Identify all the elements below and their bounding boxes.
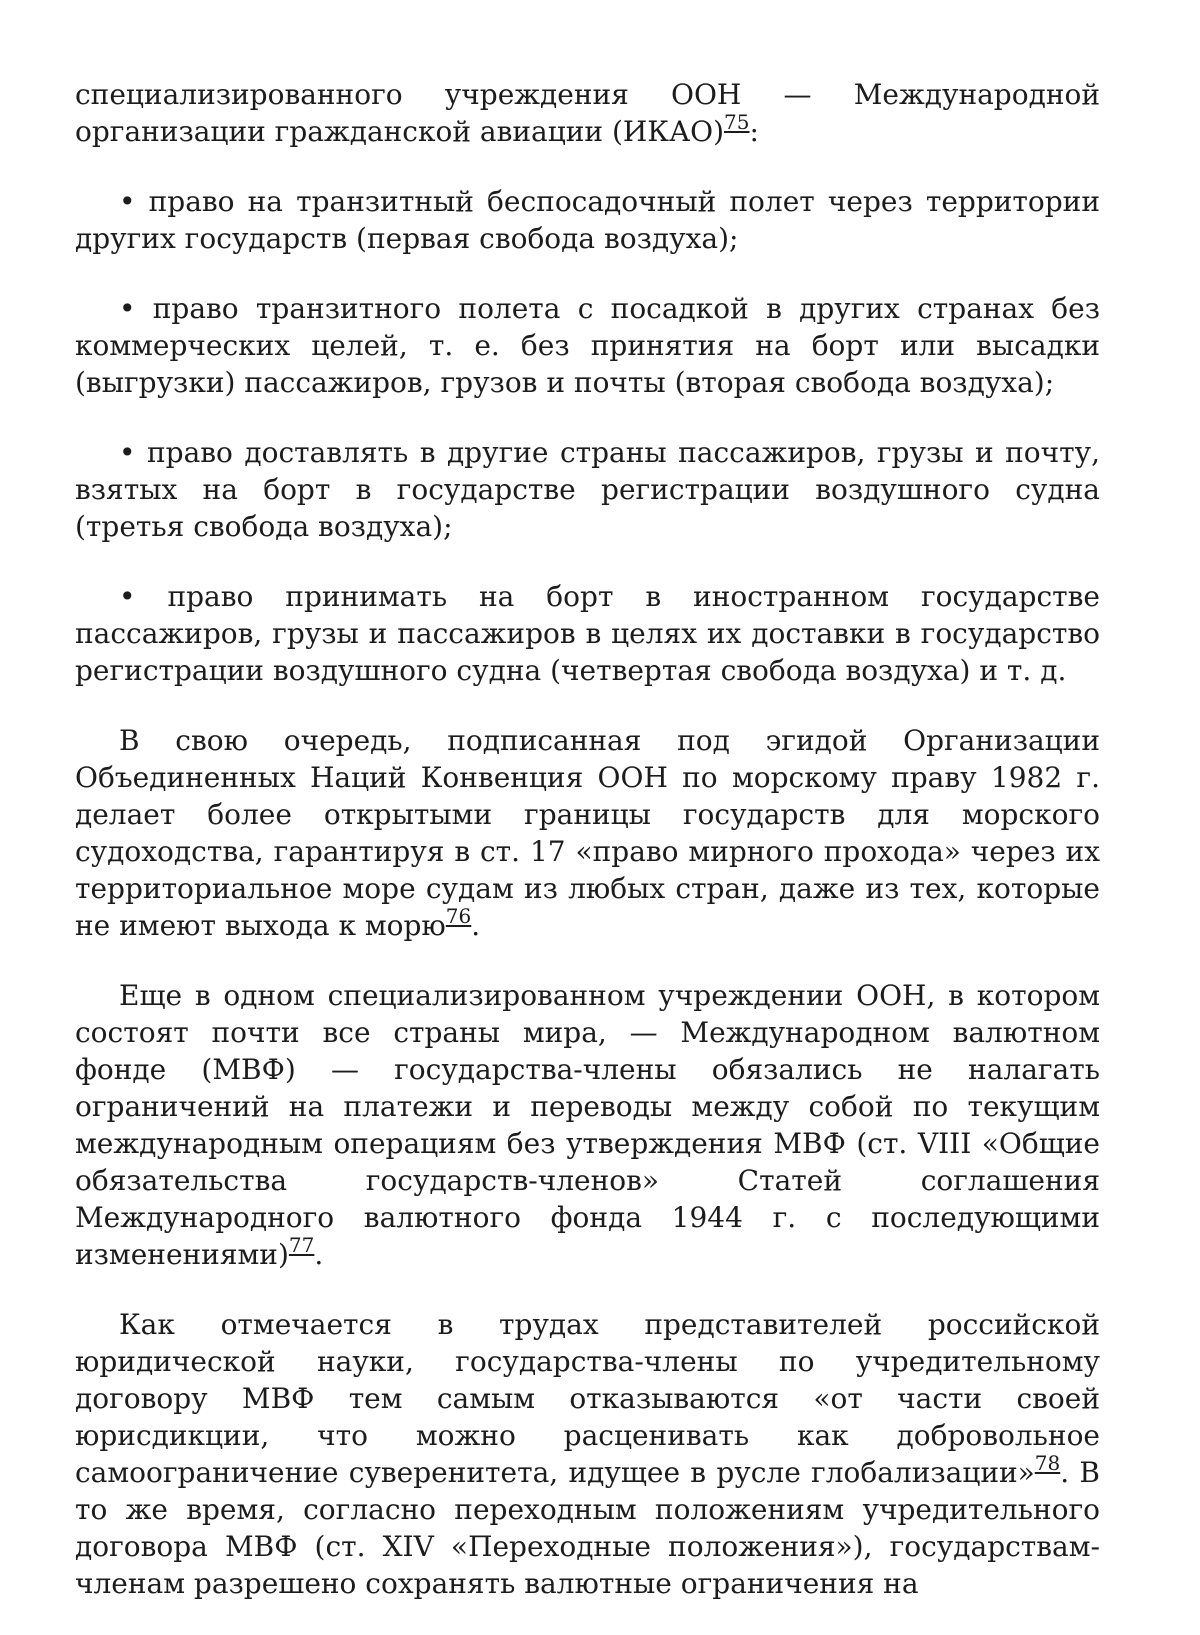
bullet-freedom-2	[75, 290, 1100, 401]
paragraph-intro-end	[75, 76, 1100, 150]
paragraph-text: • право доставлять в другие страны пассажиров, грузы и почту, взятых на борт в государстве регистрации воздушного судна (третья свобода воздуха);	[75, 436, 1100, 543]
paragraph-text-tail: .	[471, 909, 481, 942]
paragraph-text-tail: .	[314, 1238, 324, 1271]
paragraph-text: • право принимать на борт в иностранном государстве пассажиров, грузы и пассажиров в целях их доставки в государство регистрации воздушного судна (четвертая свобода воздуха) и т. д.	[75, 580, 1100, 687]
document-page	[75, 0, 1100, 1635]
paragraph-russian-science	[75, 1306, 1100, 1602]
bullet-freedom-3	[75, 434, 1100, 545]
paragraph-text: Как отмечается в трудах представителей российской юридической науки, государства-члены по учредительному договору МВФ тем самым отказываются «от части своей юрисдикции, что можно расценивать как добровольное самоограничение суверенитета, идущее в русле глобализации»	[75, 1308, 1100, 1489]
paragraph-text-tail: . В то же время, согласно переходным положениям учредительного договора МВФ (ст. XIV «Переходные положения»), государствам-членам разрешено сохранять валютные ограничения на	[75, 1456, 1100, 1600]
paragraph-text: • право на транзитный беспосадочный полет через территории других государств (первая свобода воздуха);	[75, 185, 1100, 255]
bullet-freedom-4	[75, 578, 1100, 689]
bullet-freedom-1	[75, 183, 1100, 257]
footnote-link-77[interactable]: 77	[288, 1233, 315, 1257]
paragraph-imf	[75, 977, 1100, 1273]
paragraph-sea-law	[75, 722, 1100, 944]
footnote-link-76[interactable]: 76	[445, 904, 472, 928]
paragraph-text: Еще в одном специализированном учреждении ООН, в котором состоят почти все страны мира, — Международном валютном фонде (МВФ) — государства-члены обязались не налагать ограничений на платежи и переводы между собой по текущим международным операциям без утверждения МВФ (ст. VIII «Общие обязательства государств-членов» Статей соглашения Международного валютного фонда 1944 г. с последующими изменениями)	[75, 979, 1100, 1271]
paragraph-text: • право транзитного полета с посадкой в других странах без коммерческих целей, т. е. без принятия на борт или высадки (выгрузки) пассажиров, грузов и почты (вторая свобода воздуха);	[75, 292, 1100, 399]
paragraph-text-tail: :	[749, 115, 759, 148]
footnote-link-75[interactable]: 75	[724, 110, 750, 134]
footnote-link-78[interactable]: 78	[1034, 1451, 1061, 1475]
paragraph-text: специализированного учреждения ООН — Международной организации гражданской авиации (ИКАО)	[75, 78, 1100, 148]
paragraph-text: В свою очередь, подписанная под эгидой Организации Объединенных Наций Конвенция ООН по морскому праву 1982 г. делает более открытыми границы государств для морского судоходства, гарантируя в ст. 17 «право мирного прохода» через их территориальное море судам из любых стран, даже из тех, которые не имеют выхода к морю	[75, 724, 1100, 942]
